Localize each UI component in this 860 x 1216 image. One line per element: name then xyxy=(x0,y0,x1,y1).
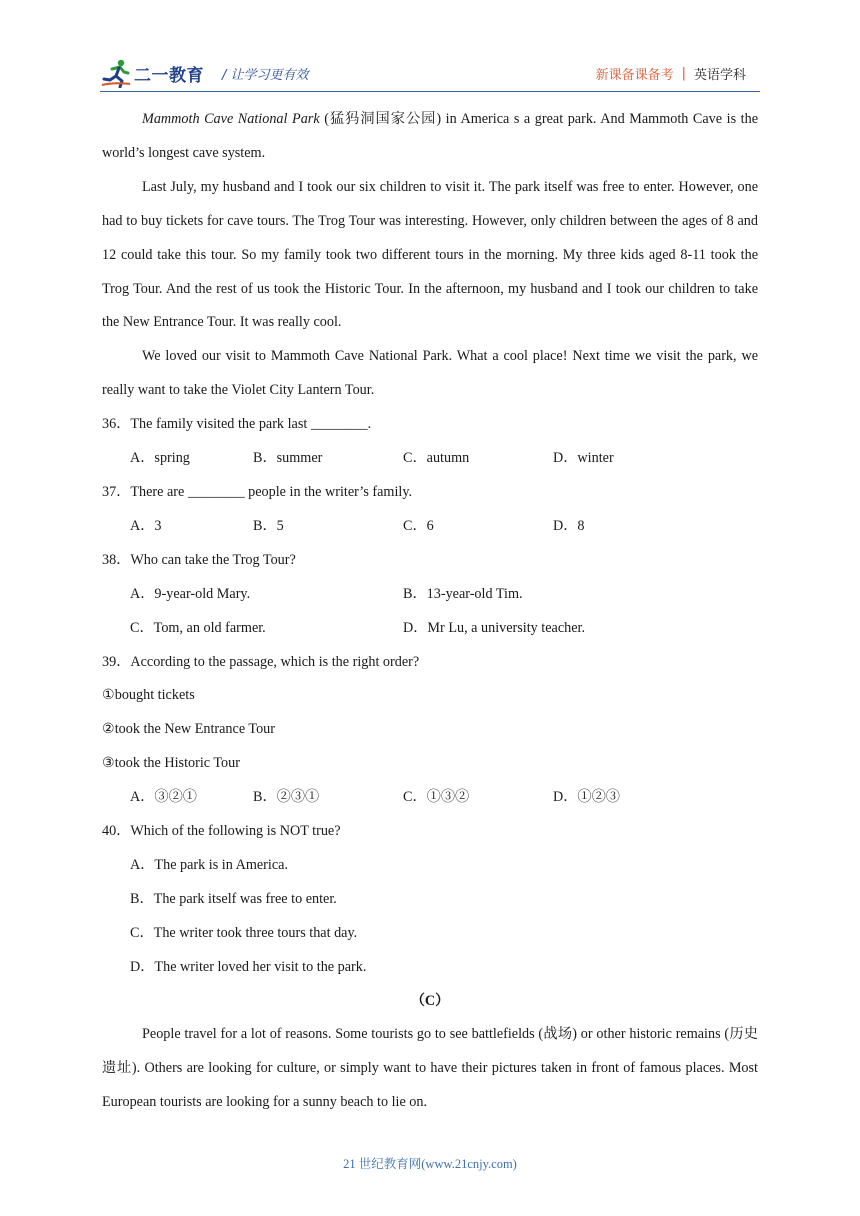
question-40-stem: 40．Which of the following is NOT true? xyxy=(102,823,341,840)
question-36-option-b: B．summer xyxy=(253,450,323,467)
question-38-option-b: B．13-year-old Tim. xyxy=(403,585,523,602)
passage-c-paragraph-1: People travel for a lot of reasons. Some tourists go to see battlefields (战场) or other historic remains (历史遗址). Others are looking for culture, or simply want to have their pictures taken in front of famous places. Most European tourists are looking for a sunny beach to lie on. xyxy=(102,1026,758,1111)
question-39-item-3: ③took the Historic Tour xyxy=(102,755,240,772)
header-rule xyxy=(100,91,760,92)
question-36-options xyxy=(102,442,758,476)
question-40-option-c: C．The writer took three tours that day. xyxy=(130,924,358,941)
header-subject: 英语学科 xyxy=(693,68,746,83)
question-37-stem: 37．There are ________ people in the writer’s family. xyxy=(102,483,413,500)
question-37-option-c: C．6 xyxy=(403,517,434,534)
question-39-option-d: D．①②③ xyxy=(553,789,620,806)
question-38-options-row-1 xyxy=(102,578,758,612)
passage-b-paragraph-3: We loved our visit to Mammoth Cave National Park. What a cool place! Next time we visit the park, we really want to take the Violet City Lantern Tour. xyxy=(102,348,758,399)
question-39-stem: 39．According to the passage, which is the right order? xyxy=(102,653,420,670)
brand-logo xyxy=(100,58,204,88)
question-38-option-d: D．Mr Lu, a university teacher. xyxy=(403,619,586,636)
question-40-option-a: A．The park is in America. xyxy=(130,856,288,873)
running-figure-logo-icon xyxy=(100,58,132,88)
question-38-stem: 38．Who can take the Trog Tour? xyxy=(102,551,296,568)
question-36-option-c: C．autumn xyxy=(403,450,470,467)
passage-b-paragraph-2: Last July, my husband and I took our six children to visit it. The park itself was free to enter. However, one had to buy tickets for cave tours. The Trog Tour was interesting. However, only children between the ages of 8 and 12 could take this tour. So my family took two different tours in the morning. My three kids aged 8-11 took the Trog Tour. And the rest of us took the Historic Tour. In the afternoon, my husband and I took our children to take the New Entrance Tour. It was really cool. xyxy=(102,178,758,331)
header-right-label: 新课备课备考 xyxy=(595,68,674,83)
header-separator: | xyxy=(681,66,686,81)
question-37-option-b: B．5 xyxy=(253,517,284,534)
question-38-options-row-2 xyxy=(102,612,758,646)
question-38-option-c: C．Tom, an old farmer. xyxy=(130,619,266,636)
question-39-option-b: B．②③① xyxy=(253,789,320,806)
header-right xyxy=(596,64,746,83)
park-name: Mammoth Cave National Park xyxy=(142,111,320,127)
passage-b-p1-text: (猛犸洞国家公园) in America s a great park. And Mammoth Cave is the world’s longest cave system. xyxy=(102,111,758,161)
page-header xyxy=(0,0,860,96)
question-40-option-d: D．The writer loved her visit to the park. xyxy=(130,958,367,975)
logo-text: 二一教育 xyxy=(134,65,204,86)
question-36-option-a: A．spring xyxy=(130,450,190,467)
question-37-option-d: D．8 xyxy=(553,517,585,534)
question-39-item-1: ①bought tickets xyxy=(102,687,195,704)
question-40-option-b: B．The park itself was free to enter. xyxy=(130,890,337,907)
question-39-options xyxy=(102,781,758,815)
question-37-option-a: A．3 xyxy=(130,517,162,534)
question-36-option-d: D．winter xyxy=(553,450,614,467)
question-36-stem: 36．The family visited the park last ________. xyxy=(102,416,372,433)
question-38-option-a: A．9-year-old Mary. xyxy=(130,585,251,602)
question-39-option-a: A．③②① xyxy=(130,789,197,806)
passage-c-heading: （C） xyxy=(410,992,450,1009)
question-37-options xyxy=(102,510,758,544)
document-body xyxy=(102,103,758,1120)
passage-b-paragraph-1 xyxy=(102,103,758,171)
question-39-option-c: C．①③② xyxy=(403,789,470,806)
page-footer: 21 世纪教育网(www.21cnjy.com) xyxy=(343,1157,517,1171)
question-39-item-2: ②took the New Entrance Tour xyxy=(102,721,275,738)
header-slogan: / 让学习更有效 xyxy=(222,68,309,83)
